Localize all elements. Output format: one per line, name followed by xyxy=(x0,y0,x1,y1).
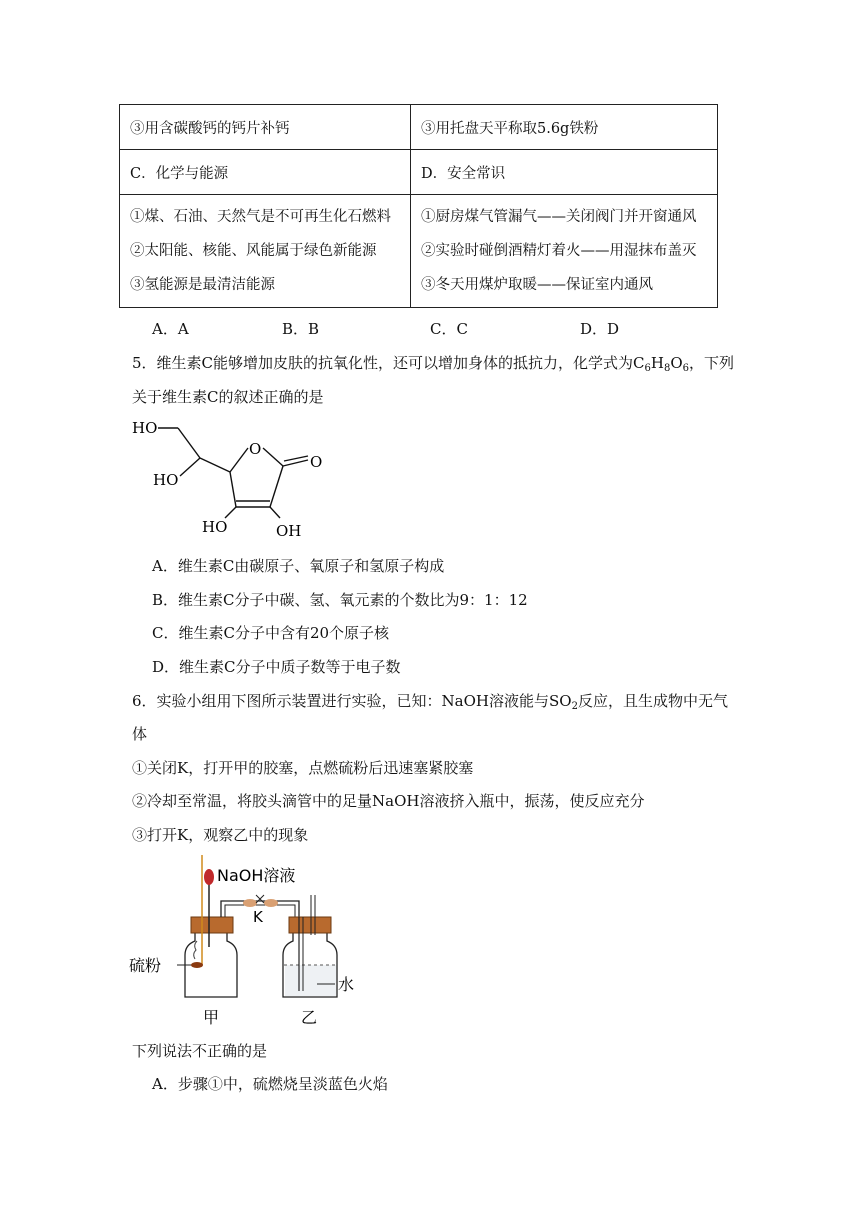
q5-option-b[interactable]: B．维生素C分子中碳、氢、氧元素的个数比为9：1：12 xyxy=(152,591,528,609)
apparatus-diagram xyxy=(125,855,375,1030)
label-ring-o: O xyxy=(249,440,262,458)
flame-icon xyxy=(194,941,197,959)
q6-step-3: ③打开K，观察乙中的现象 xyxy=(132,826,309,844)
label-naoh: NaOH溶液 xyxy=(217,866,296,885)
subscript: 6 xyxy=(644,363,651,374)
subscript: 6 xyxy=(682,363,690,374)
table-cell xyxy=(120,195,411,308)
q6-step-2: ②冷却至常温，将胶头滴管中的足量NaOH溶液挤入瓶中，振荡，使反应充分 xyxy=(132,792,645,810)
table-row xyxy=(120,105,718,150)
q6-question: 下列说法不正确的是 xyxy=(132,1042,268,1060)
water xyxy=(285,965,336,996)
q6-stem-line2: 体 xyxy=(132,725,148,743)
table-cell xyxy=(120,150,411,195)
q5-text: O xyxy=(670,354,683,372)
cell-line: ②太阳能、核能、风能属于绿色新能源 xyxy=(130,243,377,259)
cell-line: ②实验时碰倒酒精灯着火——用湿抹布盖灭 xyxy=(421,243,697,259)
q5-text: 5．维生素C能够增加皮肤的抗氧化性，还可以增加身体的抵抗力，化学式为C xyxy=(132,354,645,372)
clamp-k-icon xyxy=(256,895,264,903)
label-yi: 乙 xyxy=(301,1008,318,1027)
label-carbonyl-o: O xyxy=(310,453,323,471)
q6-text: 反应，且生成物中无气 xyxy=(577,692,728,710)
table-cell xyxy=(411,150,718,195)
vitamin-c-structure xyxy=(120,410,350,545)
cell-line: ③冬天用煤炉取暖——保证室内通风 xyxy=(421,277,653,293)
q5-option-c[interactable]: C．维生素C分子中含有20个原子核 xyxy=(152,624,390,642)
sulfur-spoon xyxy=(191,962,203,968)
cell-heading: C．化学与能源 xyxy=(130,165,229,182)
stopper-yi xyxy=(289,917,331,933)
q5-option-d[interactable]: D．维生素C分子中质子数等于电子数 xyxy=(152,658,401,676)
cell-text: ③用托盘天平称取5.6g铁粉 xyxy=(421,120,599,137)
tube-joint-right xyxy=(264,899,278,907)
table-cell xyxy=(411,195,718,308)
label-ho-top: HO xyxy=(132,419,158,437)
cell-heading: D．安全常识 xyxy=(421,165,506,182)
q5-text: ，下列 xyxy=(689,354,735,372)
label-water: 水 xyxy=(338,975,355,994)
subscript: 8 xyxy=(663,363,671,374)
table-cell xyxy=(120,105,411,150)
q4-options-table xyxy=(119,104,718,308)
q6-text: 6．实验小组用下图所示装置进行实验，已知：NaOH溶液能与SO xyxy=(132,692,572,710)
q5-stem-line2: 关于维生素C的叙述正确的是 xyxy=(132,388,324,406)
q6-option-a[interactable]: A．步骤①中，硫燃烧呈淡蓝色火焰 xyxy=(152,1075,388,1093)
q5-stem-line1 xyxy=(132,352,734,373)
dropper-bulb xyxy=(204,869,214,885)
subscript: 2 xyxy=(571,701,578,712)
cell-text: ③用含碳酸钙的钙片补钙 xyxy=(130,120,290,137)
table-cell xyxy=(411,105,718,150)
q5-text: H xyxy=(650,354,664,372)
stopper-jia xyxy=(191,917,233,933)
q6-step-1: ①关闭K，打开甲的胶塞，点燃硫粉后迅速塞紧胶塞 xyxy=(132,759,474,777)
label-ho-bottom-left: HO xyxy=(202,518,228,536)
choice-d[interactable]: D．D xyxy=(580,320,620,338)
label-k: K xyxy=(253,908,263,926)
cell-line: ①煤、石油、天然气是不可再生化石燃料 xyxy=(130,209,391,225)
q6-stem-line1 xyxy=(132,690,728,711)
label-jia: 甲 xyxy=(203,1008,220,1027)
label-oh-bottom-right: OH xyxy=(276,522,302,540)
label-ho-mid: HO xyxy=(153,471,179,489)
cell-line: ①厨房煤气管漏气——关闭阀门并开窗通风 xyxy=(421,209,697,225)
choice-c[interactable]: C．C xyxy=(430,320,468,338)
cell-line: ③氢能源是最清洁能源 xyxy=(130,277,275,293)
choice-a[interactable]: A．A xyxy=(152,320,189,338)
q5-option-a[interactable]: A．维生素C由碳原子、氧原子和氢原子构成 xyxy=(152,557,445,575)
table-row xyxy=(120,195,718,308)
table-row xyxy=(120,150,718,195)
tube-joint-left xyxy=(243,899,257,907)
label-sulfur: 硫粉 xyxy=(129,956,162,975)
choice-b[interactable]: B．B xyxy=(282,320,320,338)
